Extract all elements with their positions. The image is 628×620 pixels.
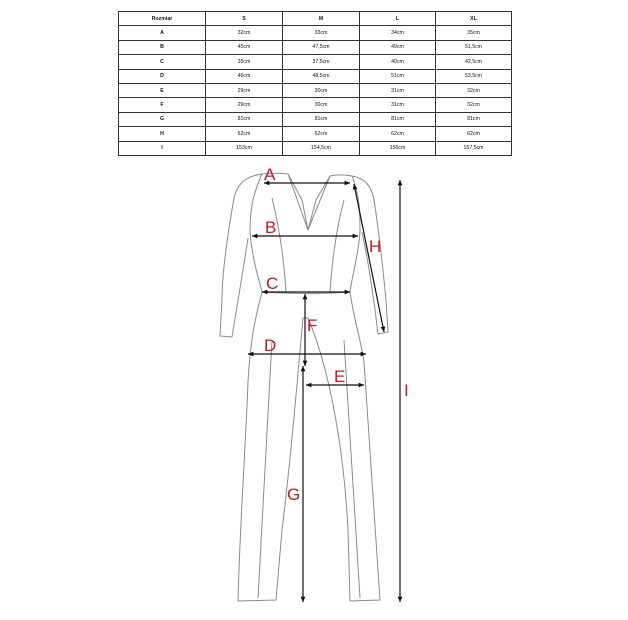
- table-cell: 30cm: [283, 98, 360, 112]
- row-label: D: [119, 69, 206, 83]
- table-cell: 62cm: [283, 127, 360, 141]
- table-cell: 37,5cm: [283, 55, 360, 69]
- table-cell: 62cm: [436, 127, 512, 141]
- label-g: G: [287, 485, 301, 504]
- row-label: E: [119, 83, 206, 97]
- table-cell: 49cm: [360, 40, 436, 54]
- row-label: I: [119, 141, 206, 155]
- table-cell: 157,5cm: [436, 141, 512, 155]
- table-cell: 34cm: [360, 26, 436, 40]
- table-cell: 42,5cm: [436, 55, 512, 69]
- header-size: Rozmiar: [119, 12, 206, 26]
- table-cell: 31cm: [360, 98, 436, 112]
- table-cell: 45cm: [206, 40, 283, 54]
- table-cell: 46cm: [206, 69, 283, 83]
- table-cell: 33cm: [283, 26, 360, 40]
- table-cell: 47,5cm: [283, 40, 360, 54]
- label-e: E: [334, 367, 346, 386]
- measurement-labels: [264, 165, 409, 504]
- table-cell: 48,5cm: [283, 69, 360, 83]
- row-label: F: [119, 98, 206, 112]
- row-label: A: [119, 26, 206, 40]
- table-cell: 31cm: [360, 83, 436, 97]
- table-cell: 53,5cm: [436, 69, 512, 83]
- table-cell: 81cm: [206, 112, 283, 126]
- header-m: M: [283, 12, 360, 26]
- table-cell: 81cm: [360, 112, 436, 126]
- jumpsuit-outline: [220, 173, 388, 601]
- row-label: B: [119, 40, 206, 54]
- table-cell: 51,5cm: [436, 40, 512, 54]
- table-cell: 156cm: [360, 141, 436, 155]
- label-d: D: [264, 336, 277, 355]
- table-cell: 81cm: [436, 112, 512, 126]
- label-c: C: [266, 274, 279, 293]
- table-cell: 29cm: [206, 98, 283, 112]
- header-s: S: [206, 12, 283, 26]
- table-cell: 154,5cm: [283, 141, 360, 155]
- table-cell: 30cm: [283, 83, 360, 97]
- table-cell: 153cm: [206, 141, 283, 155]
- table-cell: 51cm: [360, 69, 436, 83]
- row-label: C: [119, 55, 206, 69]
- table-cell: 32cm: [436, 83, 512, 97]
- table-cell: 40cm: [360, 55, 436, 69]
- table-cell: 35cm: [206, 55, 283, 69]
- table-cell: 81cm: [283, 112, 360, 126]
- label-i: I: [404, 381, 409, 400]
- header-xl: XL: [436, 12, 512, 26]
- row-label: G: [119, 112, 206, 126]
- header-l: L: [360, 12, 436, 26]
- table-cell: 62cm: [360, 127, 436, 141]
- row-label: H: [119, 127, 206, 141]
- table-cell: 29cm: [206, 83, 283, 97]
- label-b: B: [265, 218, 277, 237]
- label-h: H: [369, 237, 382, 256]
- table-cell: 32cm: [206, 26, 283, 40]
- label-a: A: [264, 165, 276, 184]
- table-cell: 62cm: [206, 127, 283, 141]
- table-cell: 32cm: [436, 98, 512, 112]
- measure-h-line: [354, 184, 384, 332]
- table-cell: 35cm: [436, 26, 512, 40]
- label-f: F: [307, 316, 318, 335]
